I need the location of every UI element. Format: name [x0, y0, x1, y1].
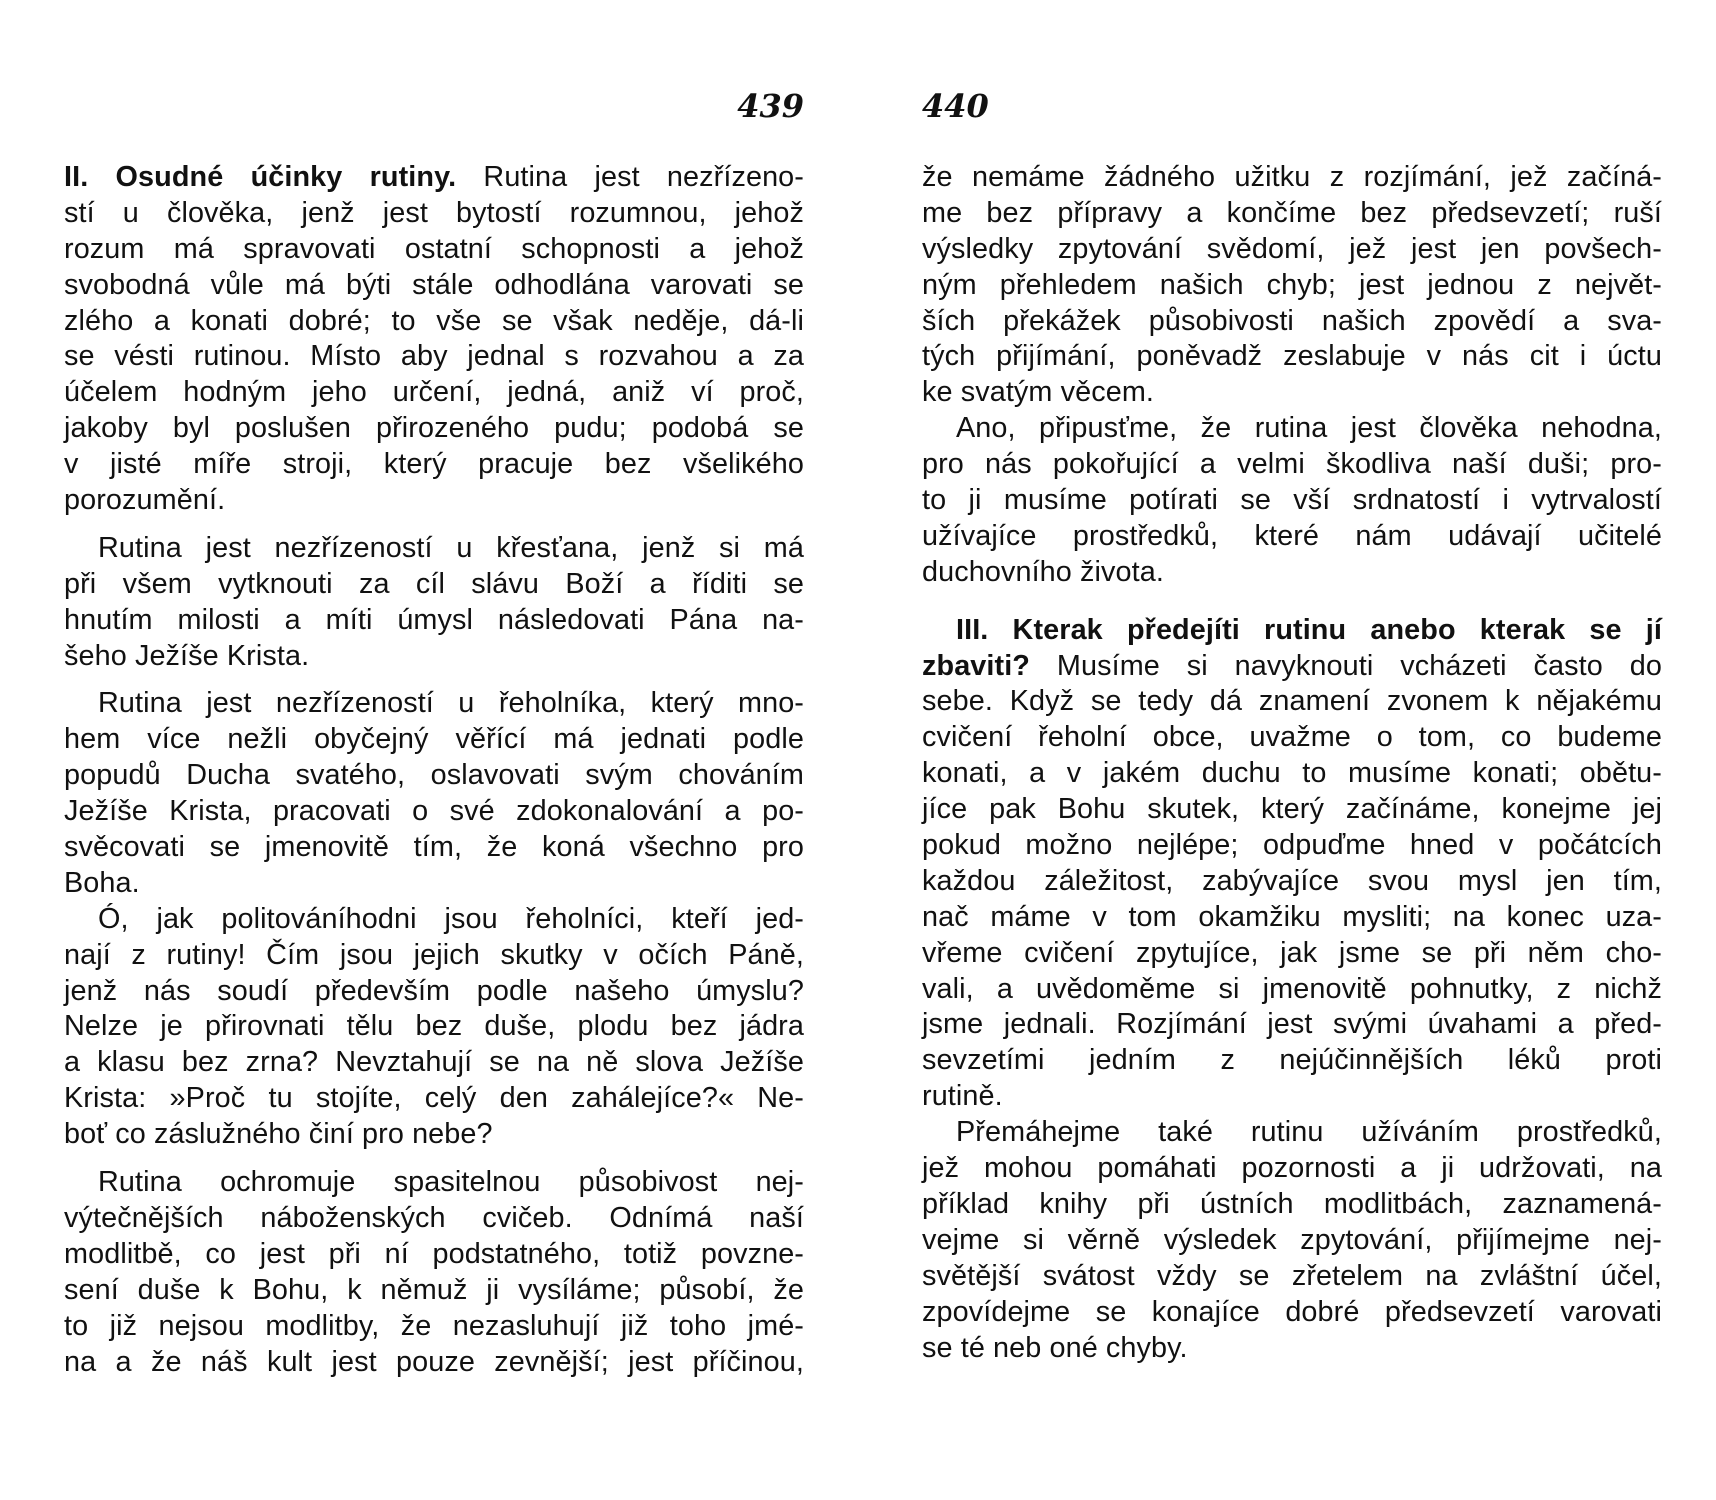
text-line: zbaviti? Musíme si navyknouti vcházeti často do	[922, 649, 1662, 682]
text-line: jež mohou pomáhati pozornosti a ji udržovati, na	[922, 1152, 1662, 1185]
right-page	[922, 0, 1662, 1500]
text-line: užívajíce prostředků, které nám udávají učitelé	[922, 519, 1662, 552]
text-line: stí u člověka, jenž jest bytostí rozumnou, jehož	[64, 196, 804, 229]
section-heading: III. Kterak předejíti rutinu anebo kterak se jí	[956, 613, 1662, 646]
text-line: na a že náš kult jest pouze zevnější; jest příčinou,	[64, 1345, 804, 1378]
text-line: a klasu bez zrna? Nevztahují se na ně slova Ježíše	[64, 1046, 804, 1079]
text-line: šeho Ježíše Krista.	[64, 639, 310, 672]
text-line: pro nás pokořující a velmi škodliva naší duši; pro-	[922, 448, 1662, 481]
text-line: II. Osudné účinky rutiny. Rutina jest nezřízeno-	[64, 161, 804, 193]
text-line: Rutina ochromuje spasitelnou působivost nej-	[98, 1166, 804, 1199]
text-line: me bez přípravy a končíme bez předsevzetí; ruší	[922, 196, 1662, 229]
section-heading: II. Osudné účinky rutiny.	[64, 161, 457, 193]
text-line: zlého a konati dobré; to vše se však neděje, dá-li	[64, 304, 804, 337]
text-line: nač máme v tom okamžiku mysliti; na konec uza-	[922, 900, 1662, 933]
text-line: zpovídejme se konajíce dobré předsevzetí varovati	[922, 1295, 1662, 1328]
text-line: Krista: »Proč tu stojíte, celý den zahálejíce?« Ne-	[64, 1082, 804, 1115]
text-line: sebe. Když se tedy dá znamení zvonem k nějakému	[922, 685, 1662, 718]
text-line: svěcovati se jmenovitě tím, že koná všechno pro	[64, 831, 804, 864]
text-line: sení duše k Bohu, k němuž ji vysíláme; působí, že	[64, 1273, 804, 1306]
text-line: příklad knihy při ústních modlitbách, zaznamená-	[922, 1187, 1662, 1220]
text-line: Rutina jest nezřízeností u řeholníka, který mno-	[98, 687, 804, 720]
text-line: Boha.	[64, 866, 140, 899]
text-line: tých přijímání, poněvadž zeslabuje v nás cit i úctu	[922, 340, 1662, 373]
text-line: ke svatým věcem.	[922, 376, 1155, 409]
page-number: 439	[737, 87, 804, 125]
text-line: každou záležitost, zabývajíce svou mysl jen tím,	[922, 864, 1662, 897]
text-line: pokud možno nejlépe; odpuďme hned v počátcích	[922, 829, 1662, 862]
text-line: popudů Ducha svatého, oslavovati svým chováním	[64, 759, 804, 792]
text-line: Ó, jak politováníhodni jsou řeholníci, kteří jed-	[98, 902, 804, 935]
text-line: Ano, připusťme, že rutina jest člověka nehodna,	[956, 412, 1662, 445]
text-line: Rutina jest nezřízeností u křesťana, jenž si má	[98, 531, 804, 564]
text-line: výsledky zpytování svědomí, jež jest jen povšech-	[922, 232, 1662, 265]
text-line: vřeme cvičení zpytujíce, jak jsme se při něm cho-	[922, 936, 1662, 969]
text-line: vali, a uvědoměme si jmenovitě pohnutky, z nichž	[922, 972, 1662, 1005]
text-line: modlitbě, co jest při ní podstatného, totiž povzne-	[64, 1237, 804, 1270]
text-line: světější svátost vždy se zřetelem na zvláštní účel,	[922, 1259, 1662, 1292]
text-line: v jisté míře stroji, který pracuje bez všelikého	[64, 448, 804, 481]
text-line: nají z rutiny! Čím jsou jejich skutky v očích Páně,	[64, 938, 804, 971]
text-line: ným přehledem našich chyb; jest jednou z největ-	[922, 268, 1662, 301]
text-line: výtečnějších náboženských cvičeb. Odnímá naší	[64, 1201, 804, 1234]
page-text	[64, 160, 804, 1380]
text-line: konati, a v jakém duchu to musíme konati; obětu-	[922, 757, 1662, 790]
text-line: boť co záslužného činí pro nebe?	[64, 1118, 493, 1151]
left-page	[64, 0, 804, 1500]
text-line: porozumění.	[64, 484, 226, 517]
text-line: to již nejsou modlitby, že nezasluhují již toho jmé-	[64, 1309, 804, 1342]
text-line: svobodná vůle má býti stále odhodlána varovati se	[64, 268, 804, 301]
text-line: sevzetími jedním z nejúčinnějších léků proti	[922, 1044, 1662, 1077]
text-line: hnutím milosti a míti úmysl následovati Pána na-	[64, 603, 804, 636]
page-text	[922, 160, 1662, 1366]
text-line: vejme si věrně výsledek zpytování, přijímejme nej-	[922, 1223, 1662, 1256]
text-line: rozum má spravovati ostatní schopnosti a jehož	[64, 232, 804, 265]
text-line: Ježíše Krista, pracovati o své zdokonalování a po-	[64, 795, 804, 828]
text-line: jsme jednali. Rozjímání jest svými úvahami a před-	[922, 1008, 1662, 1041]
text-line: Přemáhejme také rutinu užíváním prostředků,	[956, 1116, 1662, 1149]
text-line: hem více nežli obyčejný věřící má jednati podle	[64, 723, 804, 756]
section-heading-tail: zbaviti?	[922, 649, 1031, 682]
text-line: jenž nás soudí především podle našeho úmyslu?	[64, 974, 804, 1007]
text-line: Nelze je přirovnati tělu bez duše, plodu bez jádra	[64, 1010, 804, 1043]
page-number: 440	[922, 87, 989, 125]
text-line: ších překážek působivosti našich zpovědí a sva-	[922, 304, 1662, 337]
text-line: se vésti rutinou. Místo aby jednal s rozvahou a za	[64, 340, 804, 373]
text-line: duchovního života.	[922, 555, 1164, 588]
text-line: že nemáme žádného užitku z rozjímání, jež začíná-	[922, 161, 1662, 193]
text-line: při všem vytknouti za cíl slávu Boží a říditi se	[64, 567, 804, 600]
text-line: účelem hodným jeho určení, jedná, aniž ví proč,	[64, 376, 804, 409]
text-line: cvičení řeholní obce, uvažme o tom, co budeme	[922, 721, 1662, 754]
text-line: rutině.	[922, 1080, 1003, 1113]
text-line: to ji musíme potírati se vší srdnatostí i vytrvalostí	[922, 484, 1662, 517]
text-line: jíce pak Bohu skutek, který začínáme, konejme jej	[922, 793, 1662, 826]
text-line: se té neb oné chyby.	[922, 1331, 1188, 1364]
text-line: jakoby byl poslušen přirozeného pudu; podobá se	[64, 412, 804, 445]
